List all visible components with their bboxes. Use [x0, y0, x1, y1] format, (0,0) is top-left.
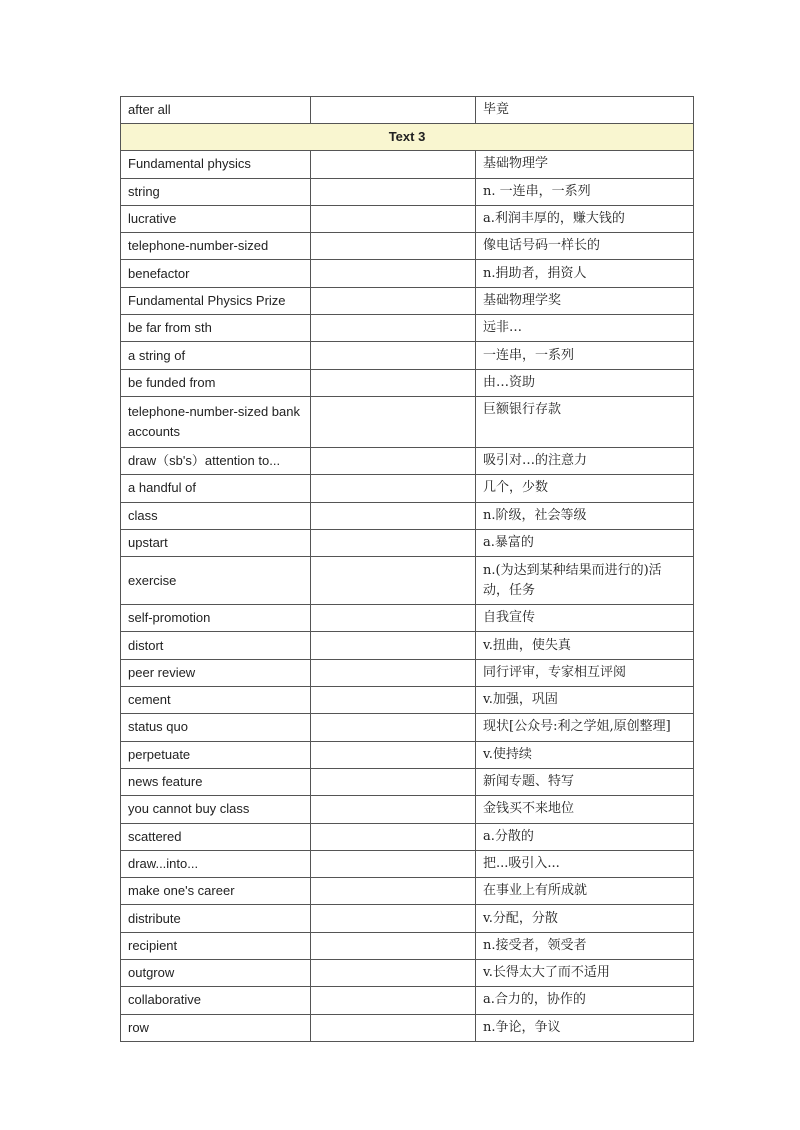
blank-cell: [311, 850, 476, 877]
english-term: self-promotion: [121, 605, 311, 632]
chinese-meaning: a.利润丰厚的，赚大钱的: [476, 205, 694, 232]
english-term: exercise: [121, 557, 311, 605]
chinese-meaning: 在事业上有所成就: [476, 878, 694, 905]
chinese-meaning: 把...吸引入...: [476, 850, 694, 877]
chinese-meaning: 由…资助: [476, 369, 694, 396]
chinese-meaning: n.捐助者，捐资人: [476, 260, 694, 287]
chinese-meaning: v.分配，分散: [476, 905, 694, 932]
table-row: [121, 850, 694, 877]
english-term: distribute: [121, 905, 311, 932]
blank-cell: [311, 1014, 476, 1041]
table-row: [121, 987, 694, 1014]
english-term: scattered: [121, 823, 311, 850]
blank-cell: [311, 605, 476, 632]
table-row: [121, 529, 694, 556]
english-term: you cannot buy class: [121, 796, 311, 823]
chinese-meaning: n.争论，争议: [476, 1014, 694, 1041]
blank-cell: [311, 714, 476, 741]
chinese-meaning: v.使持续: [476, 741, 694, 768]
table-row: [121, 557, 694, 605]
table-row: [121, 260, 694, 287]
chinese-meaning: 像电话号码一样长的: [476, 233, 694, 260]
chinese-meaning: 现状[公众号:利之学姐,原创整理]: [476, 714, 694, 741]
chinese-meaning: 吸引对…的注意力: [476, 447, 694, 474]
blank-cell: [311, 557, 476, 605]
blank-cell: [311, 932, 476, 959]
blank-cell: [311, 878, 476, 905]
chinese-meaning: v.加强，巩固: [476, 687, 694, 714]
table-row: [121, 287, 694, 314]
english-term: telephone-number-sized bank accounts: [121, 396, 311, 447]
english-term: Fundamental physics: [121, 151, 311, 178]
chinese-meaning: 巨额银行存款: [476, 396, 694, 447]
english-term: lucrative: [121, 205, 311, 232]
table-row: [121, 475, 694, 502]
english-term: recipient: [121, 932, 311, 959]
chinese-meaning: n. 一连串，一系列: [476, 178, 694, 205]
blank-cell: [311, 233, 476, 260]
table-row: [121, 233, 694, 260]
blank-cell: [311, 396, 476, 447]
english-term: telephone-number-sized: [121, 233, 311, 260]
blank-cell: [311, 960, 476, 987]
chinese-meaning: 同行评审，专家相互评阅: [476, 659, 694, 686]
chinese-meaning: n.(为达到某种结果而进行的)活动，任务: [476, 557, 694, 605]
chinese-meaning: a.合力的，协作的: [476, 987, 694, 1014]
blank-cell: [311, 905, 476, 932]
english-term: perpetuate: [121, 741, 311, 768]
blank-cell: [311, 205, 476, 232]
english-term: make one's career: [121, 878, 311, 905]
table-row: [121, 1014, 694, 1041]
chinese-meaning: 远非…: [476, 315, 694, 342]
chinese-meaning: 毕竟: [476, 97, 694, 124]
blank-cell: [311, 369, 476, 396]
english-term: string: [121, 178, 311, 205]
blank-cell: [311, 529, 476, 556]
blank-cell: [311, 823, 476, 850]
table-row: [121, 151, 694, 178]
blank-cell: [311, 796, 476, 823]
chinese-meaning: 一连串，一系列: [476, 342, 694, 369]
english-term: benefactor: [121, 260, 311, 287]
section-title: Text 3: [121, 124, 694, 151]
english-term: class: [121, 502, 311, 529]
english-term: outgrow: [121, 960, 311, 987]
chinese-meaning: a.暴富的: [476, 529, 694, 556]
table-row: [121, 768, 694, 795]
english-term: peer review: [121, 659, 311, 686]
english-term: draw（sb's）attention to...: [121, 447, 311, 474]
table-row: [121, 447, 694, 474]
english-term: a handful of: [121, 475, 311, 502]
blank-cell: [311, 475, 476, 502]
english-term: after all: [121, 97, 311, 124]
blank-cell: [311, 987, 476, 1014]
english-term: a string of: [121, 342, 311, 369]
section-header-row: [121, 124, 694, 151]
chinese-meaning: n.接受者，领受者: [476, 932, 694, 959]
english-term: collaborative: [121, 987, 311, 1014]
blank-cell: [311, 260, 476, 287]
chinese-meaning: 金钱买不来地位: [476, 796, 694, 823]
chinese-meaning: 几个，少数: [476, 475, 694, 502]
english-term: news feature: [121, 768, 311, 795]
blank-cell: [311, 687, 476, 714]
blank-cell: [311, 97, 476, 124]
table-row: [121, 932, 694, 959]
table-row: [121, 632, 694, 659]
table-row: [121, 878, 694, 905]
table-row: [121, 714, 694, 741]
blank-cell: [311, 315, 476, 342]
english-term: row: [121, 1014, 311, 1041]
english-term: be funded from: [121, 369, 311, 396]
table-row: [121, 687, 694, 714]
blank-cell: [311, 502, 476, 529]
table-row: [121, 502, 694, 529]
english-term: Fundamental Physics Prize: [121, 287, 311, 314]
chinese-meaning: 新闻专题、特写: [476, 768, 694, 795]
table-row: [121, 205, 694, 232]
table-row: [121, 741, 694, 768]
english-term: be far from sth: [121, 315, 311, 342]
table-row: [121, 796, 694, 823]
chinese-meaning: 基础物理学: [476, 151, 694, 178]
table-row: [121, 315, 694, 342]
blank-cell: [311, 151, 476, 178]
chinese-meaning: 基础物理学奖: [476, 287, 694, 314]
blank-cell: [311, 741, 476, 768]
blank-cell: [311, 178, 476, 205]
chinese-meaning: v.长得太大了而不适用: [476, 960, 694, 987]
chinese-meaning: v.扭曲，使失真: [476, 632, 694, 659]
blank-cell: [311, 342, 476, 369]
english-term: distort: [121, 632, 311, 659]
blank-cell: [311, 632, 476, 659]
table-row: [121, 97, 694, 124]
table-row: [121, 342, 694, 369]
table-row: [121, 823, 694, 850]
table-row: [121, 396, 694, 447]
blank-cell: [311, 768, 476, 795]
table-row: [121, 905, 694, 932]
english-term: cement: [121, 687, 311, 714]
chinese-meaning: n.阶级，社会等级: [476, 502, 694, 529]
chinese-meaning: a.分散的: [476, 823, 694, 850]
blank-cell: [311, 287, 476, 314]
english-term: draw...into...: [121, 850, 311, 877]
chinese-meaning: 自我宣传: [476, 605, 694, 632]
vocabulary-table: [120, 96, 694, 1042]
table-row: [121, 178, 694, 205]
english-term: upstart: [121, 529, 311, 556]
table-row: [121, 605, 694, 632]
blank-cell: [311, 659, 476, 686]
table-row: [121, 659, 694, 686]
english-term: status quo: [121, 714, 311, 741]
blank-cell: [311, 447, 476, 474]
table-row: [121, 369, 694, 396]
table-row: [121, 960, 694, 987]
